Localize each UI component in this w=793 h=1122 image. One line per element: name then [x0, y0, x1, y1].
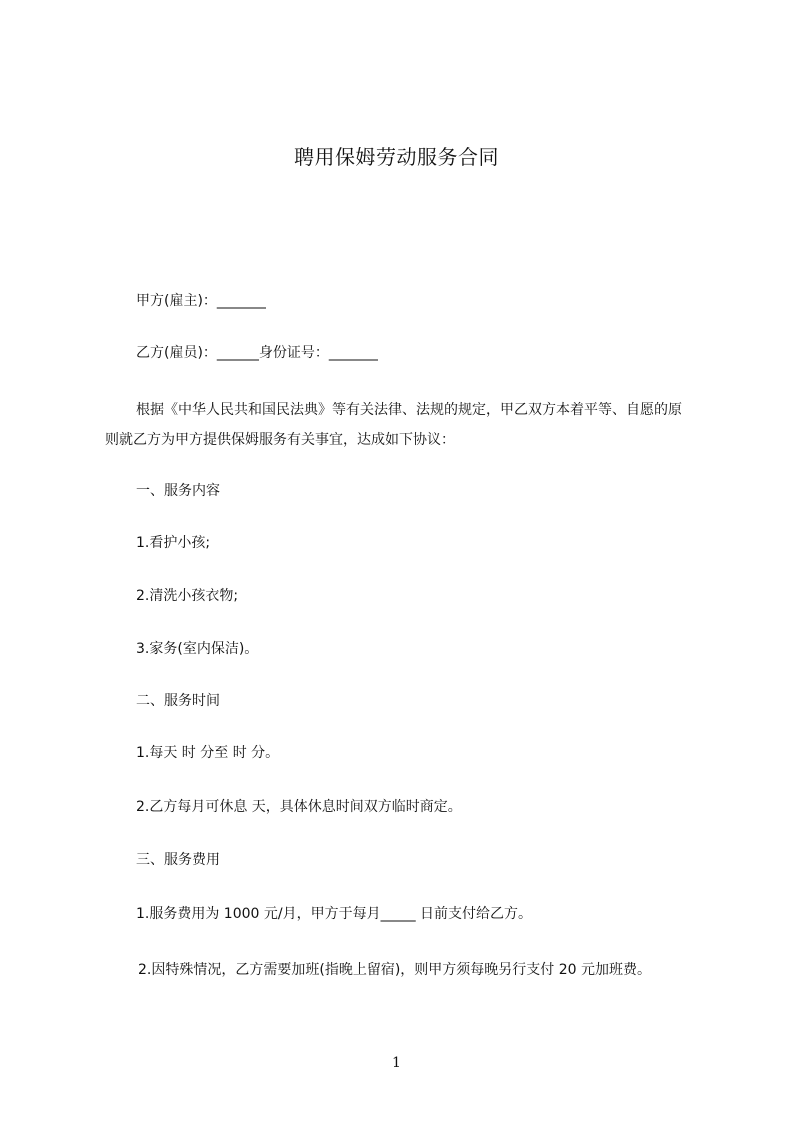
- list-item: 2.因特殊情况，乙方需要加班(指晚上留宿)，则甲方须每晚另行支付 20 元加班费。: [138, 962, 651, 978]
- section-heading-service-time: 二、服务时间: [136, 693, 220, 709]
- document-title: 聘用保姆劳动服务合同: [294, 145, 499, 169]
- section-heading-service-content: 一、服务内容: [136, 483, 220, 499]
- list-item: 1.服务费用为 1000 元/月，甲方于每月_____ 日前支付给乙方。: [136, 906, 533, 922]
- party-a-line: 甲方(雇主)：_______: [136, 293, 266, 309]
- list-item: 1.每天 时 分至 时 分。: [136, 745, 280, 761]
- page-number: 1: [392, 1055, 401, 1071]
- party-b-line: 乙方(雇员)：______身份证号：_______: [136, 345, 378, 361]
- list-item: 1.看护小孩;: [136, 535, 211, 551]
- list-item: 2.乙方每月可休息 天，具体休息时间双方临时商定。: [136, 799, 462, 815]
- section-heading-service-fee: 三、服务费用: [136, 852, 220, 868]
- list-item: 3.家务(室内保洁)。: [136, 641, 259, 657]
- intro-paragraph: 根据《中华人民共和国民法典》等有关法律、法规的规定，甲乙双方本着平等、自愿的原则就乙方为甲方提供保姆服务有关事宜，达成如下协议：: [105, 402, 682, 448]
- list-item: 2.清洗小孩衣物;: [136, 588, 239, 604]
